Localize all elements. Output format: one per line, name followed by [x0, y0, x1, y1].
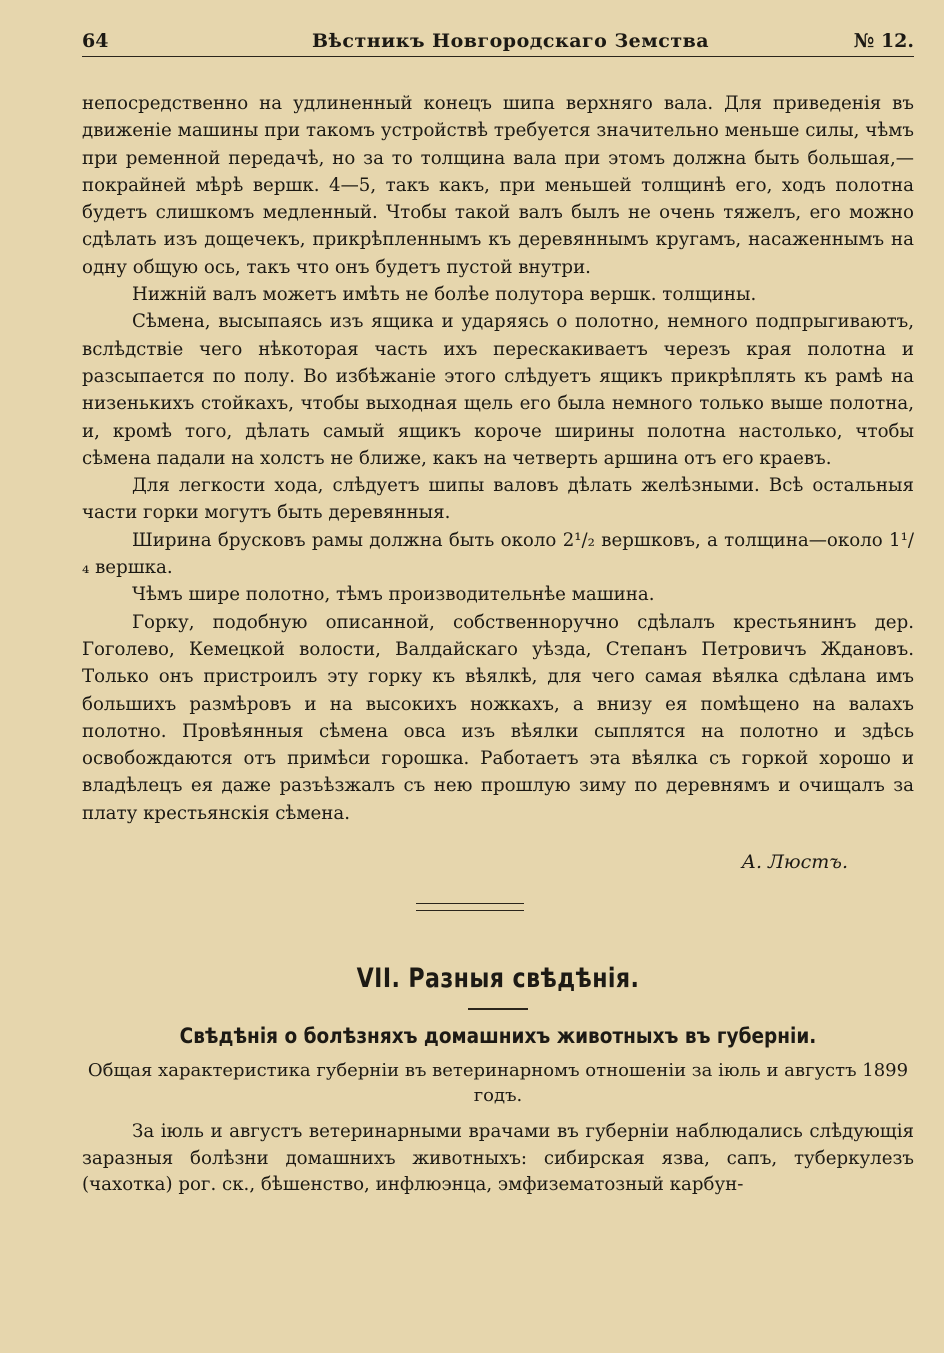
- section-subsubheading: Общая характеристика губерніи въ ветеринарномъ отношеніи за іюль и августъ 1899 годъ.: [87, 1060, 909, 1107]
- paragraph: Нижній валъ можетъ имѣть не болѣе полутора вершк. толщины.: [132, 284, 757, 306]
- running-header: [82, 26, 914, 56]
- paragraph: За іюль и августъ ветеринарными врачами въ губерніи наблюдались слѣдующія заразныя болѣзни домашнихъ животныхъ: сибирская язва, сапъ, туберкулезъ (чахотка) рог. ск., бѣшенство, инфлюэнца, эмфизематозный карбун-: [82, 1121, 914, 1196]
- section-divider: [416, 903, 524, 911]
- section-subheading: Свѣдѣнія о болѣзняхъ домашнихъ животныхъ въ губерніи.: [179, 1024, 817, 1049]
- journal-title: Вѣстникъ Новгородскаго Земства: [312, 30, 710, 52]
- page-number: 64: [82, 30, 109, 52]
- paragraph: Горку, подобную описанной, собственноручно сдѣлалъ крестьянинъ дер. Гоголево, Кемецкой волости, Валдайскаго уѣзда, Степанъ Петровичъ Ждановъ. Только онъ пристроилъ эту горку къ вѣялкѣ, для чего самая вѣялка сдѣлана имъ большихъ размѣровъ и на высокихъ ножкахъ, а внизу ея помѣщено на валахъ полотно. Провѣянныя сѣмена овса изъ вѣялки сыплятся на полотно и здѣсь освобождаются отъ примѣси горошка. Работаетъ эта вѣялка съ горкой хорошо и владѣлецъ ея даже разъѣзжалъ съ нею прошлую зиму по деревнямъ и очищалъ за плату крестьянскія сѣмена.: [82, 611, 914, 824]
- paragraph: Ширина брусковъ рамы должна быть около 2¹/₂ вершковъ, а толщина—около 1¹/₄ вершка.: [82, 529, 914, 579]
- heading-rule: [468, 1008, 528, 1010]
- author-signature: А. Люстъ.: [741, 851, 848, 874]
- issue-number: № 12.: [853, 30, 914, 52]
- paragraph: Для легкости хода, слѣдуетъ шипы валовъ дѣлать желѣзными. Всѣ остальныя части горки могутъ быть деревянныя.: [82, 475, 914, 524]
- section-body: [82, 1119, 914, 1199]
- section-heading: VII. Разныя свѣдѣнія.: [356, 963, 640, 995]
- paragraph: Чѣмъ шире полотно, тѣмъ производительнѣе машина.: [132, 584, 655, 606]
- header-rule: [82, 56, 914, 57]
- paragraph: непосредственно на удлиненный конецъ шипа верхняго вала. Для приведенія въ движеніе машины при такомъ устройствѣ требуется значительно меньше силы, чѣмъ при ременной передачѣ, но за то толщина вала при этомъ должна быть большая,—покрайней мѣрѣ вершк. 4—5, такъ какъ, при меньшей толщинѣ его, ходъ полотна будетъ слишкомъ медленный. Чтобы такой валъ былъ не очень тяжелъ, его можно сдѣлать изъ дощечекъ, прикрѣпленнымъ къ деревяннымъ кругамъ, насаженнымъ на одну общую ось, такъ что онъ будетъ пустой внутри.: [82, 93, 914, 278]
- article-body: [82, 90, 914, 827]
- paragraph: Сѣмена, высыпаясь изъ ящика и ударяясь о полотно, немного подпрыгиваютъ, вслѣдствіе чего нѣкоторая часть ихъ перескакиваетъ черезъ края полотна и разсыпается по полу. Во избѣжаніе этого слѣдуетъ ящикъ прикрѣплять къ рамѣ на низенькихъ стойкахъ, чтобы выходная щель его была немного только выше полотна, и, кромѣ того, дѣлать самый ящикъ короче ширины полотна настолько, чтобы сѣмена падали на холстъ не ближе, какъ на четверть аршина отъ его краевъ.: [82, 311, 914, 469]
